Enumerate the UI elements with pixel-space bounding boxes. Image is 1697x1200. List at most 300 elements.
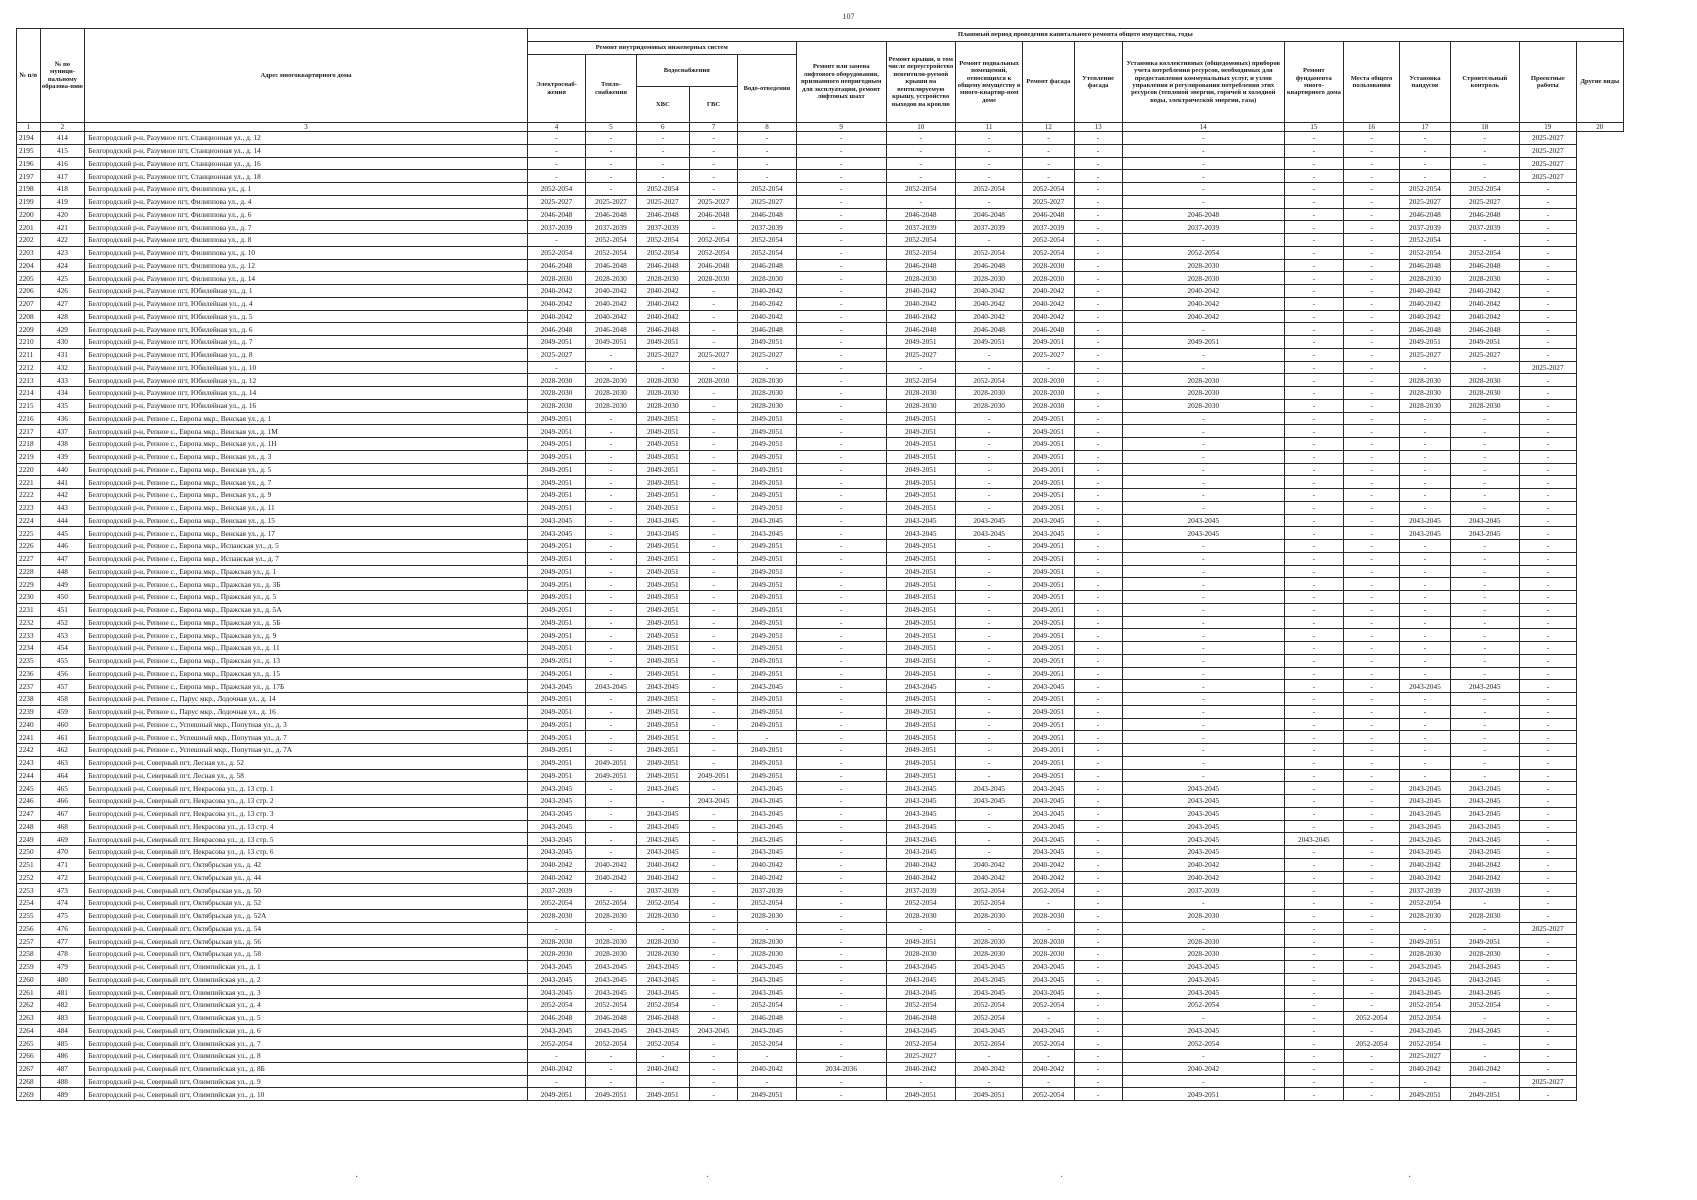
period-cell: 2052-2054 xyxy=(586,246,636,259)
period-cell: - xyxy=(796,795,886,808)
period-cell: - xyxy=(1450,731,1519,744)
address-cell: Белгородский р-н, Северный пгт, Лесная ул., д. 52 xyxy=(85,756,527,769)
period-cell: 2040-2042 xyxy=(955,297,1022,310)
period-cell: 2028-2030 xyxy=(690,374,738,387)
period-cell: - xyxy=(690,221,738,234)
period-cell: 2049-2051 xyxy=(886,540,955,553)
period-cell: 2052-2054 xyxy=(527,897,586,910)
period-cell: 2028-2030 xyxy=(738,272,797,285)
period-cell: 2043-2045 xyxy=(1450,833,1519,846)
address-cell: Белгородский р-н, Северный пгт, Олимпийская ул., д. 8 xyxy=(85,1050,527,1063)
period-cell: 2040-2042 xyxy=(886,1062,955,1075)
period-cell: 2043-2045 xyxy=(527,527,586,540)
period-cell: - xyxy=(527,170,586,183)
period-cell: 2025-2027 xyxy=(1519,1075,1576,1088)
period-cell: 2049-2051 xyxy=(636,552,689,565)
period-cell: 2049-2051 xyxy=(1023,412,1074,425)
period-cell: 2049-2051 xyxy=(527,565,586,578)
page-number: 107 xyxy=(842,12,855,21)
row-number: 2220 xyxy=(17,463,41,476)
period-cell: - xyxy=(1122,693,1284,706)
period-cell: - xyxy=(690,438,738,451)
period-cell: - xyxy=(796,348,886,361)
period-cell: - xyxy=(796,718,886,731)
period-cell: - xyxy=(955,833,1022,846)
municipal-number: 446 xyxy=(40,540,85,553)
table-row xyxy=(17,323,1624,336)
period-cell: 2049-2051 xyxy=(527,438,586,451)
period-cell: 2040-2042 xyxy=(1400,310,1450,323)
period-cell: - xyxy=(796,591,886,604)
period-cell: - xyxy=(690,463,738,476)
row-number: 2237 xyxy=(17,680,41,693)
row-number: 2256 xyxy=(17,922,41,935)
period-cell: 2028-2030 xyxy=(1400,374,1450,387)
period-cell: - xyxy=(1343,450,1400,463)
period-cell: - xyxy=(1519,884,1576,897)
period-cell: - xyxy=(1519,387,1576,400)
period-cell: 2049-2051 xyxy=(527,336,586,349)
municipal-number: 486 xyxy=(40,1050,85,1063)
period-cell: - xyxy=(1519,412,1576,425)
period-cell: - xyxy=(796,578,886,591)
period-cell: - xyxy=(1400,731,1450,744)
period-cell: - xyxy=(1284,1050,1343,1063)
period-cell: - xyxy=(796,782,886,795)
period-cell: 2046-2048 xyxy=(738,1011,797,1024)
table-row xyxy=(17,387,1624,400)
period-cell: 2049-2051 xyxy=(527,769,586,782)
table-row xyxy=(17,680,1624,693)
period-cell: - xyxy=(690,450,738,463)
period-cell: - xyxy=(1122,629,1284,642)
period-cell: 2043-2045 xyxy=(1122,514,1284,527)
period-cell: - xyxy=(586,1062,636,1075)
period-cell: - xyxy=(1284,425,1343,438)
period-cell: 2052-2054 xyxy=(1400,183,1450,196)
period-cell: - xyxy=(1450,769,1519,782)
period-cell: 2046-2048 xyxy=(886,323,955,336)
period-cell: 2049-2051 xyxy=(527,731,586,744)
period-cell: 2046-2048 xyxy=(886,1011,955,1024)
period-cell: - xyxy=(738,1050,797,1063)
period-cell: - xyxy=(1343,374,1400,387)
period-cell: - xyxy=(1400,425,1450,438)
period-cell: - xyxy=(690,960,738,973)
row-number: 2209 xyxy=(17,323,41,336)
period-cell: - xyxy=(1023,1075,1074,1088)
scan-dot: · xyxy=(1408,1172,1412,1183)
period-cell: - xyxy=(1400,540,1450,553)
period-cell: - xyxy=(955,132,1022,145)
period-cell: 2037-2039 xyxy=(527,884,586,897)
row-number: 2241 xyxy=(17,731,41,744)
period-cell: - xyxy=(1074,591,1122,604)
period-cell: - xyxy=(1519,450,1576,463)
period-cell: 2028-2030 xyxy=(586,935,636,948)
header-hot-water: ГВС xyxy=(690,87,738,123)
period-cell: - xyxy=(1400,412,1450,425)
period-cell: - xyxy=(796,540,886,553)
period-cell: 2040-2042 xyxy=(1400,858,1450,871)
period-cell: - xyxy=(796,221,886,234)
row-number: 2252 xyxy=(17,871,41,884)
column-number: 14 xyxy=(1122,123,1284,132)
period-cell: - xyxy=(690,297,738,310)
period-cell: 2049-2051 xyxy=(886,489,955,502)
municipal-number: 428 xyxy=(40,310,85,323)
period-cell: 2052-2054 xyxy=(738,999,797,1012)
period-cell: - xyxy=(690,476,738,489)
period-cell: - xyxy=(955,705,1022,718)
table-row xyxy=(17,922,1624,935)
period-cell: - xyxy=(955,578,1022,591)
period-cell: - xyxy=(955,718,1022,731)
period-cell: - xyxy=(1343,616,1400,629)
period-cell: - xyxy=(1074,514,1122,527)
municipal-number: 452 xyxy=(40,616,85,629)
period-cell: - xyxy=(1519,960,1576,973)
period-cell: 2049-2051 xyxy=(1023,603,1074,616)
period-cell: 2052-2054 xyxy=(738,246,797,259)
row-number: 2194 xyxy=(17,132,41,145)
period-cell: 2043-2045 xyxy=(1450,846,1519,859)
period-cell: 2037-2039 xyxy=(1450,221,1519,234)
period-cell: - xyxy=(1284,680,1343,693)
period-cell: - xyxy=(636,132,689,145)
period-cell: 2028-2030 xyxy=(586,387,636,400)
municipal-number: 480 xyxy=(40,973,85,986)
period-cell: - xyxy=(690,1037,738,1050)
period-cell: 2043-2045 xyxy=(1122,833,1284,846)
period-cell: 2046-2048 xyxy=(738,323,797,336)
period-cell: - xyxy=(1284,246,1343,259)
period-cell: - xyxy=(1122,540,1284,553)
period-cell: - xyxy=(586,795,636,808)
period-cell: 2052-2054 xyxy=(636,183,689,196)
municipal-number: 444 xyxy=(40,514,85,527)
table-row xyxy=(17,935,1624,948)
period-cell: 2043-2045 xyxy=(738,527,797,540)
period-cell: - xyxy=(1519,285,1576,298)
table-row xyxy=(17,642,1624,655)
period-cell: - xyxy=(1400,705,1450,718)
address-cell: Белгородский р-н, Северный пгт, Октябрьская ул., д. 42 xyxy=(85,858,527,871)
column-number: 1 xyxy=(17,123,41,132)
period-cell: 2052-2054 xyxy=(738,897,797,910)
address-cell: Белгородский р-н, Северный пгт, Лесная ул., д. 58 xyxy=(85,769,527,782)
period-cell: - xyxy=(690,986,738,999)
period-cell: - xyxy=(1450,144,1519,157)
table-row xyxy=(17,1024,1624,1037)
period-cell: 2049-2051 xyxy=(527,756,586,769)
period-cell: - xyxy=(1284,884,1343,897)
period-cell: 2049-2051 xyxy=(527,501,586,514)
period-cell: - xyxy=(1450,1075,1519,1088)
period-cell: - xyxy=(796,705,886,718)
period-cell: - xyxy=(796,1088,886,1101)
period-cell: - xyxy=(1122,591,1284,604)
period-cell: - xyxy=(955,769,1022,782)
period-cell: - xyxy=(1343,1062,1400,1075)
period-cell: 2028-2030 xyxy=(886,909,955,922)
period-cell: - xyxy=(1519,846,1576,859)
period-cell: 2049-2051 xyxy=(738,629,797,642)
row-number: 2251 xyxy=(17,858,41,871)
period-cell: 2043-2045 xyxy=(886,795,955,808)
period-cell: 2049-2051 xyxy=(1023,591,1074,604)
period-cell: - xyxy=(1122,183,1284,196)
period-cell: - xyxy=(1122,144,1284,157)
period-cell: - xyxy=(1400,450,1450,463)
period-cell: 2025-2027 xyxy=(1519,922,1576,935)
period-cell: 2052-2054 xyxy=(886,374,955,387)
period-cell: - xyxy=(1284,718,1343,731)
period-cell: - xyxy=(586,157,636,170)
period-cell: 2049-2051 xyxy=(636,476,689,489)
period-cell: 2043-2045 xyxy=(1450,1024,1519,1037)
period-cell: - xyxy=(1450,552,1519,565)
municipal-number: 469 xyxy=(40,833,85,846)
address-cell: Белгородский р-н, Разумное пгт, Юбилейная ул., д. 7 xyxy=(85,336,527,349)
period-cell: 2028-2030 xyxy=(1122,909,1284,922)
period-cell: - xyxy=(1023,361,1074,374)
period-cell: - xyxy=(1450,642,1519,655)
period-cell: - xyxy=(1343,986,1400,999)
period-cell: 2043-2045 xyxy=(1122,782,1284,795)
period-cell: 2049-2051 xyxy=(886,731,955,744)
table-row xyxy=(17,259,1624,272)
address-cell: Белгородский р-н, Северный пгт, Октябрьская ул., д. 52А xyxy=(85,909,527,922)
address-cell: Белгородский р-н, Северный пгт, Некрасова ул., д. 13 стр. 5 xyxy=(85,833,527,846)
period-cell: - xyxy=(1023,132,1074,145)
table-row xyxy=(17,208,1624,221)
row-number: 2229 xyxy=(17,578,41,591)
period-cell: - xyxy=(690,361,738,374)
period-cell: - xyxy=(1450,425,1519,438)
period-cell: - xyxy=(586,438,636,451)
header-heat: Тепло-снабжения xyxy=(586,55,636,123)
period-cell: - xyxy=(586,1050,636,1063)
period-cell: - xyxy=(1343,591,1400,604)
period-cell: 2028-2030 xyxy=(586,948,636,961)
period-cell: - xyxy=(1074,336,1122,349)
period-cell: 2052-2054 xyxy=(1023,234,1074,247)
period-cell: - xyxy=(1400,463,1450,476)
period-cell: 2049-2051 xyxy=(527,616,586,629)
period-cell: 2049-2051 xyxy=(1400,935,1450,948)
period-cell: - xyxy=(955,922,1022,935)
period-cell: 2037-2039 xyxy=(1023,221,1074,234)
period-cell: - xyxy=(1450,654,1519,667)
header-planned-period: Плановый период проведения капитального ремонта общего имущества, годы xyxy=(527,29,1623,42)
period-cell: 2043-2045 xyxy=(886,680,955,693)
period-cell: 2052-2054 xyxy=(1450,183,1519,196)
municipal-number: 441 xyxy=(40,476,85,489)
address-cell: Белгородский р-н, Репное с., Европа мкр., Пражская ул., д. 5А xyxy=(85,603,527,616)
period-cell: - xyxy=(690,132,738,145)
period-cell: - xyxy=(1023,157,1074,170)
period-cell: - xyxy=(1284,642,1343,655)
period-cell: - xyxy=(1284,387,1343,400)
period-cell: - xyxy=(1400,157,1450,170)
scan-dot: · xyxy=(355,1172,359,1183)
period-cell: - xyxy=(1074,285,1122,298)
period-cell: - xyxy=(1074,1011,1122,1024)
period-cell: - xyxy=(796,438,886,451)
period-cell: 2025-2027 xyxy=(738,195,797,208)
period-cell: - xyxy=(1284,489,1343,502)
row-number: 2266 xyxy=(17,1050,41,1063)
period-cell: - xyxy=(586,489,636,502)
period-cell: - xyxy=(738,922,797,935)
municipal-number: 416 xyxy=(40,157,85,170)
period-cell: 2043-2045 xyxy=(1284,833,1343,846)
period-cell: - xyxy=(690,501,738,514)
municipal-number: 427 xyxy=(40,297,85,310)
period-cell: 2040-2042 xyxy=(1450,310,1519,323)
period-cell: 2028-2030 xyxy=(527,909,586,922)
period-cell: - xyxy=(690,157,738,170)
period-cell: - xyxy=(1343,960,1400,973)
period-cell: - xyxy=(1450,667,1519,680)
period-cell: 2046-2048 xyxy=(1400,208,1450,221)
period-cell: - xyxy=(955,144,1022,157)
period-cell: - xyxy=(1074,132,1122,145)
header-municipal-num: № по муници-пальному образова-нию xyxy=(40,29,85,123)
period-cell: 2049-2051 xyxy=(1023,769,1074,782)
row-number: 2195 xyxy=(17,144,41,157)
period-cell: 2049-2051 xyxy=(886,425,955,438)
period-cell: 2028-2030 xyxy=(1450,272,1519,285)
period-cell: 2046-2048 xyxy=(1400,259,1450,272)
period-cell: 2049-2051 xyxy=(1023,476,1074,489)
period-cell: - xyxy=(1074,782,1122,795)
address-cell: Белгородский р-н, Репное с., Европа мкр., Пражская ул., д. 11 xyxy=(85,642,527,655)
period-cell: 2046-2048 xyxy=(527,259,586,272)
period-cell: - xyxy=(1074,1062,1122,1075)
period-cell: - xyxy=(1074,693,1122,706)
period-cell: 2049-2051 xyxy=(886,654,955,667)
period-cell: - xyxy=(796,157,886,170)
period-cell: - xyxy=(1519,476,1576,489)
period-cell: - xyxy=(1284,591,1343,604)
period-cell: - xyxy=(955,820,1022,833)
row-number: 2224 xyxy=(17,514,41,527)
municipal-number: 473 xyxy=(40,884,85,897)
period-cell: - xyxy=(1519,642,1576,655)
period-cell: 2046-2048 xyxy=(955,208,1022,221)
period-cell: - xyxy=(1450,1050,1519,1063)
period-cell: - xyxy=(1343,552,1400,565)
row-number: 2214 xyxy=(17,387,41,400)
period-cell: 2028-2030 xyxy=(1450,909,1519,922)
municipal-number: 468 xyxy=(40,820,85,833)
period-cell: - xyxy=(1122,552,1284,565)
period-cell: - xyxy=(586,642,636,655)
municipal-number: 422 xyxy=(40,234,85,247)
address-cell: Белгородский р-н, Разумное пгт, Филиппова ул., д. 10 xyxy=(85,246,527,259)
table-row xyxy=(17,731,1624,744)
period-cell: 2049-2051 xyxy=(1450,336,1519,349)
period-cell: 2049-2051 xyxy=(886,450,955,463)
period-cell: - xyxy=(1284,1011,1343,1024)
period-cell: - xyxy=(690,412,738,425)
period-cell: - xyxy=(955,540,1022,553)
header-elevator: Ремонт или замена лифтового оборудования, признанного непригодным для эксплуатации, ремонт лифтовых шахт xyxy=(796,42,886,123)
period-cell: 2040-2042 xyxy=(1400,871,1450,884)
period-cell: - xyxy=(1519,527,1576,540)
period-cell: - xyxy=(1343,310,1400,323)
period-cell: - xyxy=(1519,629,1576,642)
period-cell: 2049-2051 xyxy=(738,756,797,769)
period-cell: 2052-2054 xyxy=(1023,1088,1074,1101)
period-cell: 2040-2042 xyxy=(586,285,636,298)
period-cell: - xyxy=(955,846,1022,859)
period-cell: - xyxy=(1284,795,1343,808)
table-row xyxy=(17,527,1624,540)
row-number: 2250 xyxy=(17,846,41,859)
period-cell: 2043-2045 xyxy=(738,680,797,693)
period-cell: 2040-2042 xyxy=(1400,285,1450,298)
period-cell: - xyxy=(1519,246,1576,259)
table-row xyxy=(17,540,1624,553)
period-cell: - xyxy=(1519,1024,1576,1037)
period-cell: - xyxy=(690,603,738,616)
period-cell: 2049-2051 xyxy=(527,540,586,553)
column-number: 11 xyxy=(955,123,1022,132)
period-cell: - xyxy=(1519,272,1576,285)
column-number: 3 xyxy=(85,123,527,132)
table-row xyxy=(17,769,1624,782)
period-cell: - xyxy=(1284,935,1343,948)
period-cell: 2052-2054 xyxy=(1400,999,1450,1012)
period-cell: - xyxy=(690,387,738,400)
period-cell: - xyxy=(690,540,738,553)
address-cell: Белгородский р-н, Северный пгт, Олимпийская ул., д. 10 xyxy=(85,1088,527,1101)
municipal-number: 466 xyxy=(40,795,85,808)
period-cell: - xyxy=(1343,705,1400,718)
row-number: 2225 xyxy=(17,527,41,540)
period-cell: - xyxy=(690,680,738,693)
period-cell: 2043-2045 xyxy=(738,846,797,859)
period-cell: 2028-2030 xyxy=(1122,374,1284,387)
period-cell: - xyxy=(1519,323,1576,336)
period-cell: 2043-2045 xyxy=(527,960,586,973)
period-cell: 2049-2051 xyxy=(738,552,797,565)
period-cell: - xyxy=(1450,450,1519,463)
period-cell: - xyxy=(1519,807,1576,820)
period-cell: 2043-2045 xyxy=(738,1024,797,1037)
period-cell: 2049-2051 xyxy=(527,705,586,718)
period-cell: 2043-2045 xyxy=(1400,973,1450,986)
municipal-number: 439 xyxy=(40,450,85,463)
period-cell: 2043-2045 xyxy=(636,1024,689,1037)
period-cell: 2043-2045 xyxy=(1023,960,1074,973)
period-cell: 2046-2048 xyxy=(586,323,636,336)
period-cell: 2049-2051 xyxy=(527,1088,586,1101)
period-cell: - xyxy=(955,501,1022,514)
municipal-number: 478 xyxy=(40,948,85,961)
address-cell: Белгородский р-н, Северный пгт, Октябрьская ул., д. 56 xyxy=(85,935,527,948)
period-cell: 2049-2051 xyxy=(636,463,689,476)
period-cell: - xyxy=(690,1050,738,1063)
period-cell: - xyxy=(690,948,738,961)
period-cell: - xyxy=(690,323,738,336)
period-cell: - xyxy=(1450,591,1519,604)
period-cell: 2049-2051 xyxy=(738,1088,797,1101)
address-cell: Белгородский р-н, Разумное пгт, Филиппова ул., д. 6 xyxy=(85,208,527,221)
